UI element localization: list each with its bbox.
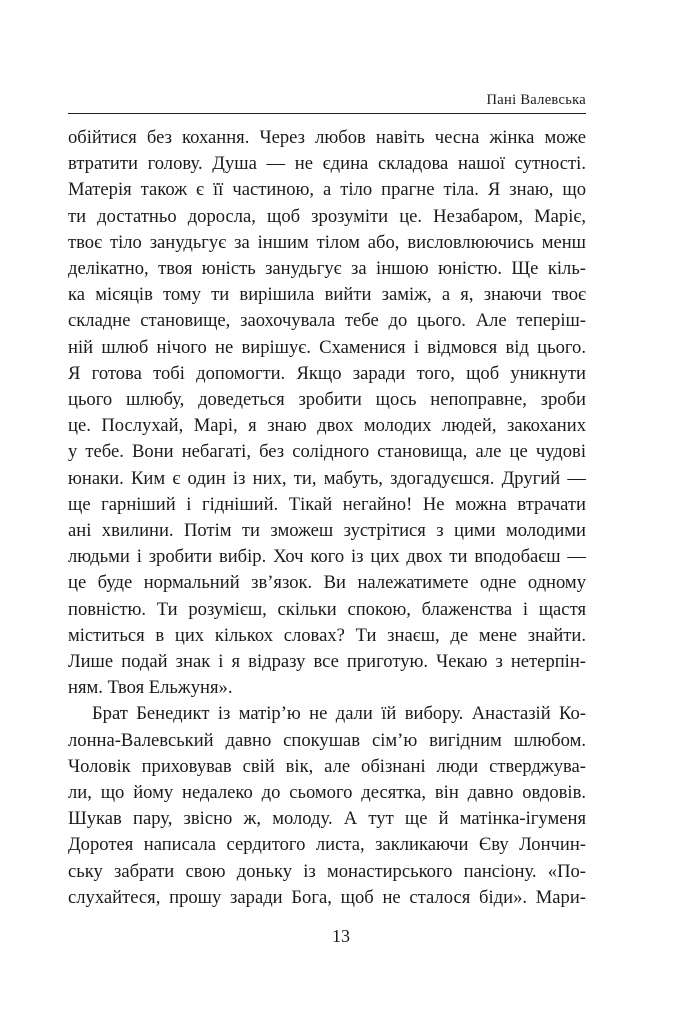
text-line: у тебе. Вони небагаті, без солідного становища, але це чудові [68,441,586,463]
text-line: ли, що йому недалеко до сьомого десятка, він давно овдовів. [68,782,586,804]
text-line: Брат Бенедикт із матір’ю не дали їй вибору. Анастазій Ко- [92,703,586,725]
text-line: ще гарніший і гідніший. Тікай негайно! Не можна втрачати [68,493,586,515]
text-line: слухайтеся, прошу заради Бога, щоб не сталося біди». Мари- [68,886,586,908]
text-line: Доротея написала сердитого листа, закликаючи Єву Лончин- [68,834,586,856]
text-line: Чоловік приховував свій вік, але обізнані люди стверджува- [68,755,586,777]
text-line: ані хвилини. Потім ти зможеш зустрітися з цими молодими [68,520,586,542]
text-line: делікатно, твоя юність занудьгує за іншою юністю. Ще кіль- [68,258,586,280]
text-line: складне становище, заохочувала тебе до цього. Але теперіш- [68,310,586,332]
text-line: це. Послухай, Марі, я знаю двох молодих людей, закоханих [68,415,586,437]
text-line: людьми і зробити вибір. Хоч кого із цих двох ти вподобаєш — [68,546,586,568]
text-line: обійтися без кохання. Через любов навіть чесна жінка може [68,127,586,148]
text-line: Я готова тобі допомогти. Якщо заради того, щоб уникнути [68,362,586,384]
text-line: це буде нормальний зв’язок. Ви належатимете одне одному [68,572,586,594]
text-line: лонна-Валевський давно спокушав сім’ю вигідним шлюбом. [68,729,586,751]
body-text [68,125,586,911]
text-line: юнаки. Ким є один із них, ти, мабуть, здогадуєшся. Другий — [68,467,586,489]
header-rule [68,113,586,114]
text-line: повністю. Ти розумієш, скільки спокою, блаженства і щастя [68,598,586,620]
text-line: твоє тіло занудьгує за іншим тілом або, висловлюючись менш [68,231,586,253]
text-line: ням. Твоя Ельжуня». [68,677,233,699]
text-line: ка місяців тому ти вирішила вийти заміж, а я, знаючи твоє [68,284,586,306]
running-head: Пані Валевська [486,92,586,108]
text-line: ську забрати свою доньку із монастирського пансіону. «По- [68,860,586,882]
text-line: Матерія також є її частиною, а тіло прагне тіла. Я знаю, що [68,179,586,201]
page-number: 13 [332,926,350,946]
text-line: Шукав пару, звісно ж, молоду. А тут ще й матінка-ігуменя [68,808,586,830]
text-line: втратити голову. Душа — не єдина складова нашої сутності. [68,153,586,175]
text-line: ній шлюб нічого не вирішує. Схаменися і відмовся від цього. [68,336,586,358]
text-line: цього шлюбу, доведеться зробити щось непоправне, зроби [68,389,586,411]
text-line: ти достатньо доросла, щоб зрозуміти це. Незабаром, Маріє, [68,205,586,227]
text-line: Лише подай знак і я відразу все приготую. Чекаю з нетерпін- [68,651,586,673]
text-line: міститься в цих кількох словах? Ти знаєш, де мене знайти. [68,624,586,646]
